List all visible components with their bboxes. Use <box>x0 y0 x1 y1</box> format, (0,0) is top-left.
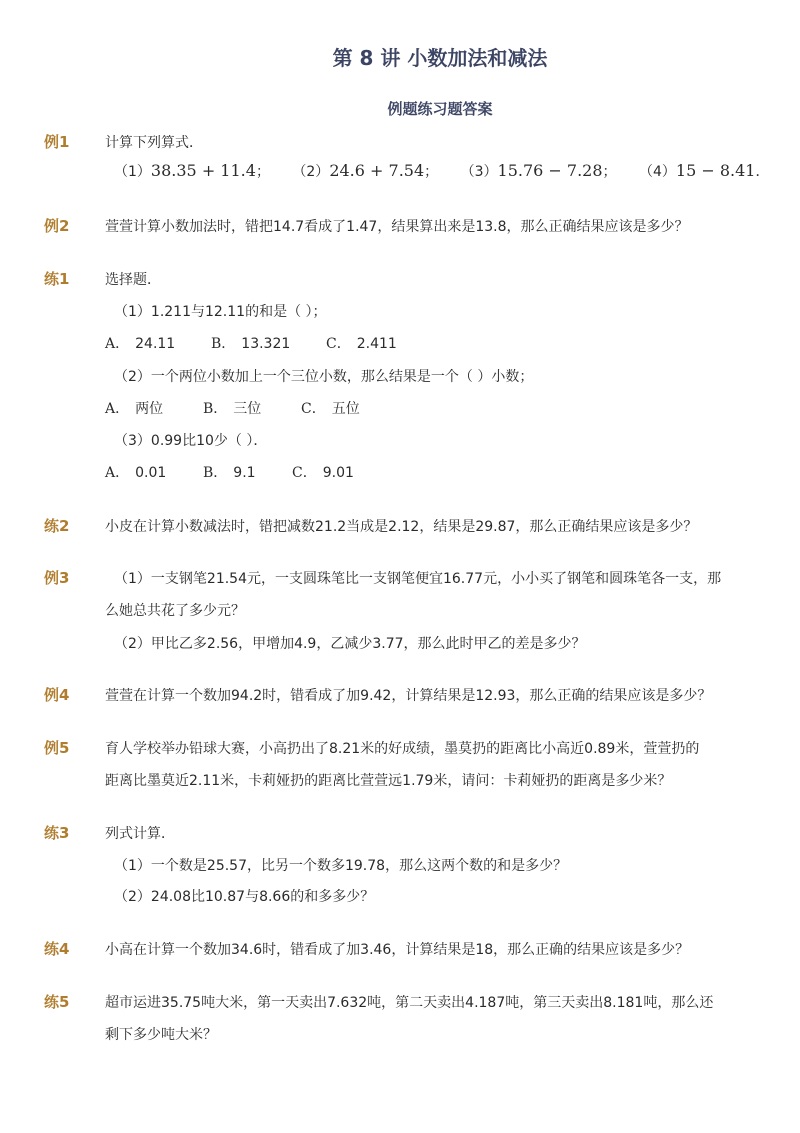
example-5-line-1: 育人学校举办铅球大赛，小高扔出了8.21米的好成绩，墨莫扔的距离比小高近0.89米，萱萱扔的 <box>105 741 700 757</box>
expr-3-end: ； <box>602 164 617 180</box>
option-text: 五位 <box>331 401 360 417</box>
practice-4-label: 练4 <box>44 940 70 958</box>
q3-option-a <box>105 462 166 482</box>
q1-option-a <box>105 333 175 353</box>
example-1-expressions <box>114 161 769 181</box>
option-text: 0.01 <box>135 465 167 481</box>
practice-2-text: 小皮在计算小数减法时，错把减数21.2当成是2.12，结果是29.87，那么正确结果应该是多少？ <box>105 519 698 535</box>
option-text: 9.01 <box>322 465 354 481</box>
option-text: 两位 <box>135 401 164 417</box>
example-1-prompt: 计算下列算式． <box>105 135 203 151</box>
option-text: 9.1 <box>233 465 256 481</box>
example-3-line-2: 么她总共花了多少元？ <box>105 603 245 619</box>
practice-5-line-1: 超市运进35.75吨大米，第一天卖出7.632吨，第二天卖出4.187吨，第三天卖出8.181吨，那么还 <box>105 995 714 1011</box>
expr-1-end: ； <box>255 164 270 180</box>
option-text: 24.11 <box>135 336 176 352</box>
option-letter: A． <box>105 336 130 352</box>
practice-5-label: 练5 <box>44 993 70 1011</box>
q3-option-c <box>292 462 354 482</box>
expr-3-num: （3） <box>460 164 498 180</box>
expr-3: 15.76 − 7.28 <box>497 161 603 180</box>
expr-2: 24.6 + 7.54 <box>329 161 425 180</box>
expr-1-num: （1） <box>114 164 151 180</box>
practice-3-label: 练3 <box>44 824 70 842</box>
practice-4-text: 小高在计算一个数加34.6时，错看成了加3.46，计算结果是18，那么正确的结果应该是多少？ <box>105 942 690 958</box>
option-letter: B． <box>203 465 228 481</box>
option-letter: B． <box>203 401 228 417</box>
expr-1: 38.35 + 11.4 <box>150 161 256 180</box>
practice-1-q1: （1）1.211与12.11的和是（ ）； <box>114 304 327 320</box>
practice-2-label: 练2 <box>44 517 70 535</box>
practice-1-q2: （2）一个两位小数加上一个三位小数，那么结果是一个（ ）小数； <box>114 369 534 385</box>
example-4-text: 萱萱在计算一个数加94.2时，错看成了加9.42，计算结果是12.93，那么正确的结果应该是多少？ <box>105 688 712 704</box>
practice-1-label: 练1 <box>44 270 70 288</box>
practice-3-prompt: 列式计算． <box>105 826 175 842</box>
page-subtitle: 例题练习题答案 <box>387 100 493 118</box>
option-letter: C． <box>292 465 317 481</box>
option-text: 2.411 <box>356 336 397 352</box>
option-letter: C． <box>301 401 326 417</box>
example-2-label: 例2 <box>44 217 70 235</box>
page-title: 第 8 讲 小数加法和减法 <box>332 46 548 70</box>
example-3-label: 例3 <box>44 569 70 587</box>
example-5-label: 例5 <box>44 739 70 757</box>
example-5-line-2: 距离比墨莫近2.11米，卡莉娅扔的距离比萱萱远1.79米，请问：卡莉娅扔的距离是多少米？ <box>105 773 672 789</box>
practice-1-prompt: 选择题． <box>105 272 161 288</box>
practice-5-line-2: 剩下多少吨大米？ <box>105 1027 217 1043</box>
expr-2-end: ； <box>424 164 439 180</box>
example-1-label: 例1 <box>44 133 70 151</box>
q2-option-c <box>301 398 360 418</box>
q1-option-c <box>326 333 397 353</box>
option-letter: C． <box>326 336 351 352</box>
option-text: 13.321 <box>241 336 291 352</box>
example-2-text: 萱萱计算小数加法时，错把14.7看成了1.47，结果算出来是13.8，那么正确结果应该是多少？ <box>105 219 689 235</box>
q3-option-b <box>203 462 256 482</box>
q2-option-a <box>105 398 163 418</box>
example-3-line-3: （2）甲比乙多2.56，甲增加4.9，乙减少3.77，那么此时甲乙的差是多少？ <box>114 636 586 652</box>
example-4-label: 例4 <box>44 686 70 704</box>
practice-1-q3: （3）0.99比10少（ ）． <box>114 433 268 449</box>
q1-option-b <box>211 333 290 353</box>
option-text: 三位 <box>233 401 262 417</box>
expr-4-num: （4） <box>638 164 676 180</box>
expr-4: 15 − 8.41 <box>675 161 756 180</box>
q2-option-b <box>203 398 261 418</box>
example-3-line-1: （1）一支钢笔21.54元，一支圆珠笔比一支钢笔便宜16.77元，小小买了钢笔和圆珠笔各一支，那 <box>114 571 722 587</box>
practice-3-q2: （2）24.08比10.87与8.66的和多多少？ <box>114 889 375 905</box>
option-letter: A． <box>105 401 130 417</box>
expr-4-end: ． <box>755 164 770 180</box>
practice-3-q1: （1）一个数是25.57，比另一个数多19.78，那么这两个数的和是多少？ <box>114 858 568 874</box>
option-letter: B． <box>211 336 236 352</box>
expr-2-num: （2） <box>292 164 330 180</box>
option-letter: A． <box>105 465 130 481</box>
